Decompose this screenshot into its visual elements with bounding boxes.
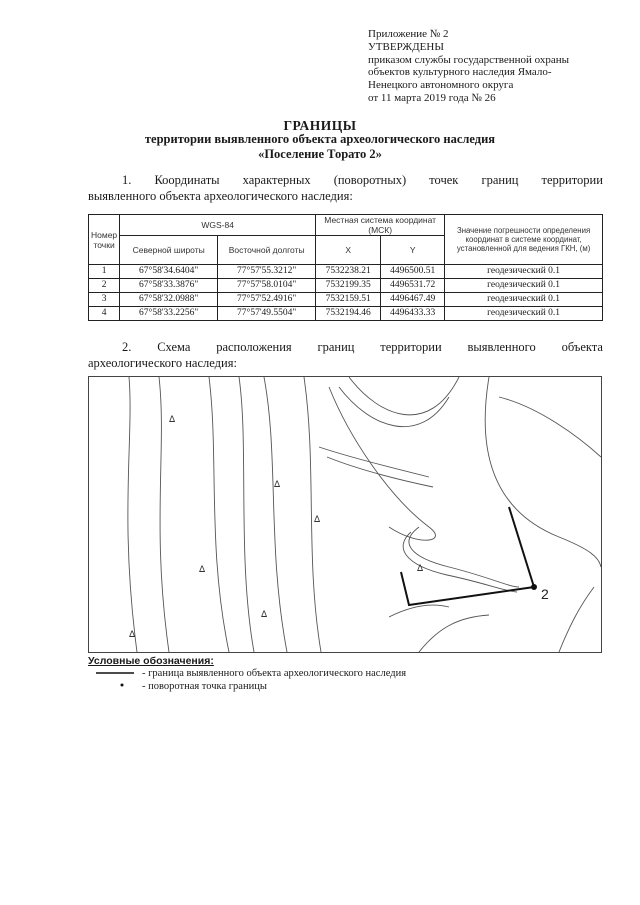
table-row bbox=[89, 307, 603, 321]
contour-line bbox=[559, 587, 594, 652]
table-cell-lon: 77°57'58.0104" bbox=[218, 279, 316, 293]
contour-line bbox=[128, 377, 137, 652]
word: точек bbox=[429, 173, 459, 187]
appendix-line: от 11 марта 2019 года № 26 bbox=[368, 91, 496, 104]
contour-line bbox=[409, 527, 519, 587]
word: границ bbox=[317, 340, 355, 354]
appendix-line: приказом службы государственной охраны bbox=[368, 53, 570, 66]
word: границ bbox=[481, 173, 519, 187]
boundary-point-icon bbox=[92, 680, 142, 693]
header-x: X bbox=[316, 236, 381, 265]
table-cell-lon: 77°57'49.5504" bbox=[218, 307, 316, 321]
legend-item-label: - граница выявленного объекта археологического наследия bbox=[142, 668, 407, 679]
table-cell-err: геодезический 0.1 bbox=[445, 293, 603, 307]
site-map bbox=[88, 376, 602, 653]
document-subtitle: территории выявленного объекта археологического наследия bbox=[144, 132, 496, 146]
table-cell-err: геодезический 0.1 bbox=[445, 265, 603, 279]
table-cell-x: 7532159.51 bbox=[316, 293, 381, 307]
map-symbol: ᐃ bbox=[417, 563, 424, 573]
section-1-line2: выявленного объекта археологического наследия: bbox=[88, 188, 353, 203]
section-number: 2. bbox=[122, 340, 132, 354]
header-number: Номер точки bbox=[89, 215, 120, 265]
legend-item-label: - поворотная точка границы bbox=[142, 681, 267, 692]
table-cell-lat: 67°58'34.6404" bbox=[120, 265, 218, 279]
table-cell-lat: 67°58'33.2256" bbox=[120, 307, 218, 321]
table-cell-y: 4496500.51 bbox=[381, 265, 445, 279]
appendix-block bbox=[368, 28, 569, 105]
table-cell-lat: 67°58'32.0988" bbox=[120, 293, 218, 307]
word: характерных bbox=[242, 173, 311, 187]
table-cell-n: 3 bbox=[89, 293, 120, 307]
map-drawing bbox=[89, 377, 601, 652]
table-cell-lon: 77°57'52.4916" bbox=[218, 293, 316, 307]
document-title: ГРАНИЦЫ bbox=[283, 118, 357, 133]
table-cell-n: 2 bbox=[89, 279, 120, 293]
appendix-line: объектов культурного наследия Ямало- bbox=[368, 66, 552, 79]
word: Схема bbox=[157, 340, 191, 354]
map-symbol: ᐃ bbox=[199, 564, 206, 574]
word: объекта bbox=[561, 340, 603, 354]
header-local: Местная система координат (МСК) bbox=[316, 215, 445, 236]
contour-line bbox=[389, 605, 449, 617]
contour-line bbox=[339, 387, 449, 427]
table-cell-err: геодезический 0.1 bbox=[445, 307, 603, 321]
boundary-point bbox=[531, 584, 537, 590]
point-label: 2 bbox=[541, 586, 549, 602]
table-cell-x: 7532238.21 bbox=[316, 265, 381, 279]
boundary-line-icon bbox=[92, 667, 142, 680]
contour-line bbox=[159, 377, 169, 652]
section-1-text bbox=[88, 173, 603, 204]
contour-line bbox=[239, 377, 254, 652]
contour-line bbox=[419, 615, 489, 652]
word: выявленного bbox=[467, 340, 536, 354]
header-lon: Восточной долготы bbox=[218, 236, 316, 265]
appendix-line: Ненецкого автономного округа bbox=[368, 79, 514, 92]
appendix-line: УТВЕРЖДЕНЫ bbox=[368, 40, 444, 53]
header-wgs: WGS-84 bbox=[120, 215, 316, 236]
appendix-line: Приложение № 2 bbox=[368, 28, 449, 40]
word: расположения bbox=[216, 340, 292, 354]
boundary-line bbox=[401, 507, 534, 605]
coordinates-table bbox=[88, 214, 603, 321]
legend bbox=[88, 655, 406, 693]
header-lat: Северной широты bbox=[120, 236, 218, 265]
contour-line bbox=[349, 377, 459, 415]
table-row bbox=[89, 265, 603, 279]
header-y: Y bbox=[381, 236, 445, 265]
map-symbol: ᐃ bbox=[314, 514, 321, 524]
contour-line bbox=[499, 397, 601, 457]
table-cell-lon: 77°57'55.3212" bbox=[218, 265, 316, 279]
contour-line bbox=[264, 377, 287, 652]
map-symbol: ᐃ bbox=[274, 479, 281, 489]
object-name: «Поселение Торато 2» bbox=[258, 147, 382, 161]
section-2-text bbox=[88, 340, 603, 371]
header-error: Значение погрешности определения координат в системе координат, установленной для ведения ГКН, (м) bbox=[445, 215, 603, 265]
contour-line bbox=[327, 457, 433, 487]
word: (поворотных) bbox=[333, 173, 407, 187]
section-number: 1. bbox=[122, 173, 132, 187]
contour-line bbox=[209, 377, 229, 652]
table-row bbox=[89, 279, 603, 293]
legend-item bbox=[92, 667, 406, 680]
table-cell-y: 4496433.33 bbox=[381, 307, 445, 321]
table-row bbox=[89, 293, 603, 307]
table-cell-y: 4496467.49 bbox=[381, 293, 445, 307]
table-cell-lat: 67°58'33.3876" bbox=[120, 279, 218, 293]
table-cell-err: геодезический 0.1 bbox=[445, 279, 603, 293]
table-cell-x: 7532199.35 bbox=[316, 279, 381, 293]
table-cell-y: 4496531.72 bbox=[381, 279, 445, 293]
table-cell-n: 1 bbox=[89, 265, 120, 279]
legend-item bbox=[92, 680, 406, 693]
section-2-line2: археологического наследия: bbox=[88, 355, 237, 370]
map-symbol: ᐃ bbox=[169, 414, 176, 424]
word: Координаты bbox=[154, 173, 220, 187]
contour-line bbox=[485, 377, 601, 567]
map-symbol: ᐃ bbox=[261, 609, 268, 619]
word: территории bbox=[541, 173, 603, 187]
table-cell-n: 4 bbox=[89, 307, 120, 321]
map-symbol: ᐃ bbox=[129, 629, 136, 639]
word: территории bbox=[380, 340, 442, 354]
legend-header: Условные обозначения: bbox=[88, 655, 214, 667]
table-cell-x: 7532194.46 bbox=[316, 307, 381, 321]
contour-line bbox=[403, 532, 517, 592]
